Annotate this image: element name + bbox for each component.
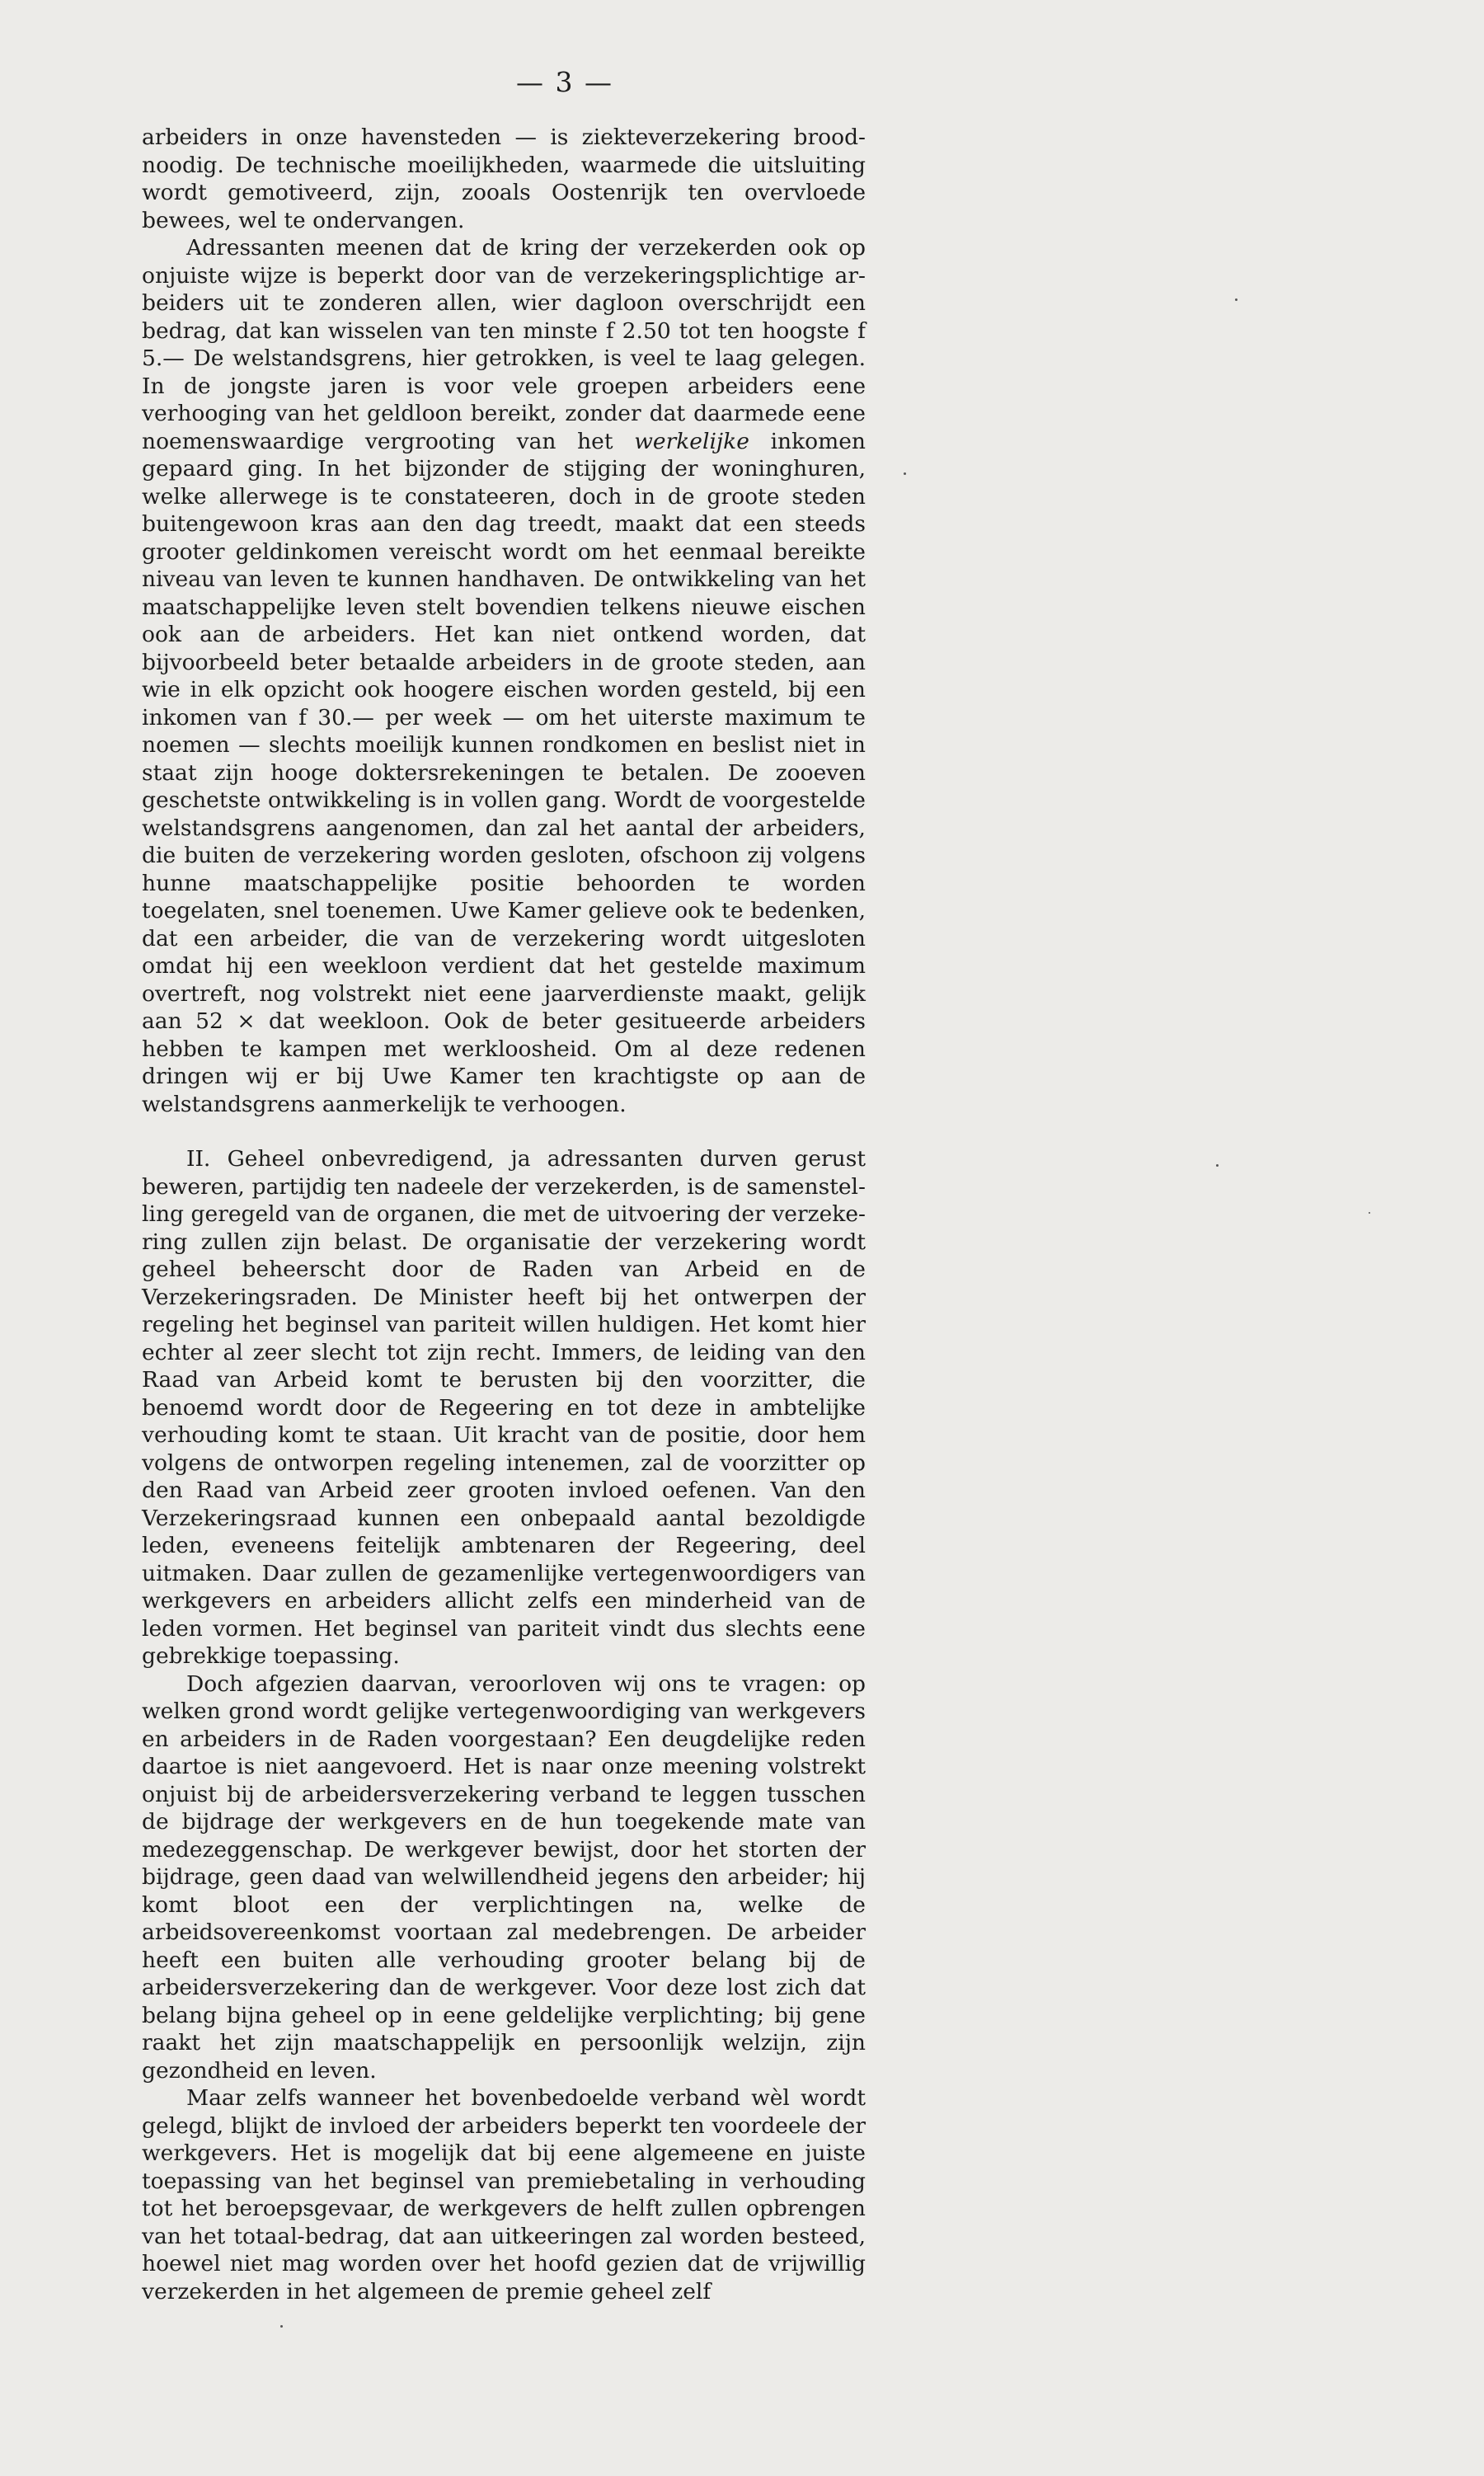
paragraph-continuation <box>142 124 866 234</box>
paragraph-text: Adressanten meenen dat de kring der verzekerden ook op onjuiste wijze is beperkt door van de verzekeringsplichtige arbeiders uit te zonderen allen, wier dagloon overschrijdt een bedrag, dat kan wisselen van ten minste f 2.50 tot ten hoogste f 5.— De welstandsgrens, hier getrokken, is veel te laag gelegen. In de jongste jaren is voor vele groepen arbeiders eene verhooging van het geldloon bereikt, zonder dat daarmede eene noemenswaardige vergrooting van het <box>142 235 866 454</box>
paragraph-text: Doch afgezien daarvan, veroorloven wij ons te vragen: op welken grond wordt gelijke vertegenwoordiging van werkgevers en arbeiders in de Raden voorgestaan? Een deugdelijke reden daartoe is niet aangevoerd. Het is naar onze meening volstrekt onjuist bij de arbeidersverzekering verband te leggen tusschen de bijdrage der werkgevers en de hun toegekende mate van medezeggenschap. De werkgever bewijst, door het storten der bijdrage, geen daad van welwillendheid jegens den arbeider; hij komt bloot een der verplichtingen na, welke de arbeidsovereenkomst voortaan zal medebrengen. De arbeider heeft een buiten alle verhouding grooter belang bij de arbeidersverzekering dan de werkgever. Voor deze lost zich dat belang bijna geheel op in eene geldelijke verplichting; bij gene raakt het zijn maatschappelijk en persoonlijk welzijn, zijn gezondheid en leven. <box>142 1670 866 2084</box>
paper-speck <box>280 2325 283 2328</box>
paragraph-text: II. Geheel onbevredigend, ja adressanten durven gerust beweren, partijdig ten nadeele der verzekerden, is de samenstelling geregeld van de organen, die met de uitvoering der verzekering zullen zijn belast. De organisatie der verzekering wordt geheel beheerscht door de Raden van Arbeid en de Verzekeringsraden. De Minister heeft bij het ontwerpen der regeling het beginsel van pariteit willen huldigen. Het komt hier echter al zeer slecht tot zijn recht. Immers, de leiding van den Raad van Arbeid komt te berusten bij den voorzitter, die benoemd wordt door de Regeering en tot deze in ambtelijke verhouding komt te staan. Uit kracht van de positie, door hem volgens de ontworpen regeling intenemen, zal de voorzitter op den Raad van Arbeid zeer grooten invloed oefenen. Van den Verzekeringsraad kunnen een onbepaald aantal bezoldigde leden, eveneens feitelijk ambtenaren der Regeering, deel uitmaken. Daar zullen de gezamenlijke vertegenwoordigers van werkgevers en arbeiders allicht zelfs een minderheid van de leden vormen. Het beginsel van pariteit vindt dus slechts eene gebrekkige toepassing. <box>142 1146 866 1669</box>
paragraph-welstandsgrens <box>142 234 866 1118</box>
emphasis-text: werkelijke <box>634 428 749 454</box>
paragraph-section-ii <box>142 1145 866 1670</box>
paragraph-text: Maar zelfs wanneer het bovenbedoelde verband wèl wordt gelegd, blijkt de invloed der arbeiders beperkt ten voordeele der werkgevers. Het is mogelijk dat bij eene algemeene en juiste toepassing van het beginsel van premiebetaling in verhouding tot het beroepsgevaar, de werkgevers de helft zullen opbrengen van het totaal-bedrag, dat aan uitkeeringen zal worden besteed, hoewel niet mag worden over het hoofd gezien dat de vrijwillig verzekerden in het algemeen de premie geheel zelf <box>142 2085 866 2305</box>
paragraph-vertegenwoordiging <box>142 1670 866 2085</box>
paper-speck <box>1216 1164 1219 1167</box>
paragraph-text: arbeiders in onze havensteden — is ziekteverzekering broodnoodig. De technische moeilijkheden, waarmede die uitsluiting wordt gemotiveerd, zijn, zooals Oostenrijk ten overvloede bewees, wel te ondervangen. <box>142 125 866 233</box>
paragraph-invloed-arbeiders <box>142 2084 866 2305</box>
paper-speck <box>1369 1212 1370 1214</box>
paper-speck <box>1235 298 1237 301</box>
page-number: — 3 — <box>516 66 613 98</box>
body-text <box>142 124 866 2305</box>
paper-speck <box>904 472 906 475</box>
paragraph-text: inkomen gepaard ging. In het bijzonder de stijging der woninghuren, welke allerwege is te constateeren, doch in de groote steden buitengewoon kras aan den dag treedt, maakt dat een steeds grooter geldinkomen vereischt wordt om het eenmaal bereikte niveau van leven te kunnen handhaven. De ontwikkeling van het maatschappelijke leven stelt bovendien telkens nieuwe eischen ook aan de arbeiders. Het kan niet ontkend worden, dat bijvoorbeeld beter betaalde arbeiders in de groote steden, aan wie in elk opzicht ook hoogere eischen worden gesteld, bij een inkomen van f 30.— per week — om het uiterste maximum te noemen — slechts moeilijk kunnen rondkomen en beslist niet in staat zijn hooge doktersrekeningen te betalen. De zooeven geschetste ontwikkeling is in vollen gang. Wordt de voorgestelde welstandsgrens aangenomen, dan zal het aantal der arbeiders, die buiten de verzekering worden gesloten, ofschoon zij volgens hunne maatschappelijke positie behoorden te worden toegelaten, snel toenemen. Uwe Kamer gelieve ook te bedenken, dat een arbeider, die van de verzekering wordt uitgesloten omdat hij een weekloon verdient dat het gestelde maximum overtreft, nog volstrekt niet eene jaarverdienste maakt, gelijk aan 52 × dat weekloon. Ook de beter gesitueerde arbeiders hebben te kampen met werkloosheid. Om al deze redenen dringen wij er bij Uwe Kamer ten krachtigste op aan de welstandsgrens aanmerkelijk te verhoogen. <box>142 428 866 1117</box>
